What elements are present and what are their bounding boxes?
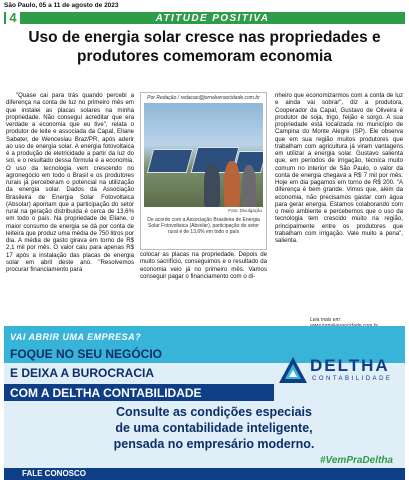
offer-line-3: pensada no empresário moderno. xyxy=(113,437,315,451)
article-column-3: nheiro que economizarmos com a conta de luz e ainda vai sobrar", diz a produtora. Cooperador da Capal, Gustavo de Oliveira é produtor de soja, trigo, feijão e sorgo. A sua propriedade está localizada no município de Campina do Monte Alegre (SP). Ele observa que em sua região muitos produtores que trabalham com agricultura já viram vantagens em utilizar a energia solar. Gustavo salienta que, em períodos de irrigação, técnica muito comum no interior de São Paulo, o valor da conta de energia chegava a R$ 7 mil por mês. Hoje em dia pagamos em torno de R$ 200. "A diferença é bem grande. Vimos que, além da economia, não precisamos gastar com água para gerar energia. Estamos colaborando com o meio ambiente e percebemos que o uso da tecnologia tem crescido muito na região, principalmente entre os produtores que trabalham com irrigação. Vale muito a pena", salienta. xyxy=(275,92,403,244)
triangle-logo-icon xyxy=(278,356,308,384)
section-banner xyxy=(4,12,405,24)
ad-line-2: E DEIXA A BUROCRACIA xyxy=(10,366,155,380)
deltha-logo xyxy=(276,352,401,392)
article-column-1: "Quase cai para trás quando percebi a diferença na conta de luz no primeiro mês em que instalei as placas solares na minha propriedade. Não conseguí acreditar que era verdade a economia que eu tive", relata o produtor de leite e associada da Capal, Eliane Sabater, de Wenceslau Braz/PR, após aderir ao uso de energia solar. A energia fotovoltaica é a produção de eletricidade a partir da luz do sol, e o resultado dessa fórmula é a economia. O uso da tecnologia vem crescendo no agronegócio em todo o Brasil e os produtores rurais já perceberam o potencial na utilização da energia solar. Dados da Associação Brasileira de Energia Solar Fotovoltaica (Absolar) apontam que a participação do setor rural na geração distribuída é cerca de 13,6% em todo o país. Na propriedade de Eliane, o maior consumo de energia se dá por conta de leiteira que produz uma média de 750 litros por dia. A média de gasto girava em torno de R$ 2,1 mil por mês. O valor caiu para apenas R$ 17 após a instalação das placas de energia solar em abril deste ano. "Resolvemos procurar financiamento para xyxy=(6,92,134,273)
solar-panel-photo xyxy=(144,103,263,207)
solar-panel xyxy=(147,149,193,173)
article-column-2: colocar as placas na propriedade. Depois de muito sacrifício, conseguimos e o resultado da economia veio já no primeiro mês. Vamos conseguir pagar o financiamento com o di- xyxy=(140,251,267,280)
contact-band xyxy=(4,468,405,480)
person-figure xyxy=(224,161,240,207)
person-figure xyxy=(204,163,220,207)
deltha-advertisement[interactable] xyxy=(4,326,405,480)
offer-line-2: de uma contabilidade inteligente, xyxy=(115,421,313,435)
photo-box xyxy=(140,92,267,250)
photo-caption: De acordo com a Associação Brasileira de Energia Solar Fotovoltaica (Absolar), participação do setor rural é de 13,6% em todo o país xyxy=(147,217,260,235)
ad-line-3: COM A DELTHA CONTABILIDADE xyxy=(10,386,202,400)
article-headline: Uso de energia solar cresce nas propriedades e produtores comemoram economia xyxy=(28,29,381,65)
photo-source: Foto: Divulgação xyxy=(228,208,262,213)
logo-name: DELTHA xyxy=(310,356,390,375)
ad-question: VAI ABRIR UMA EMPRESA? xyxy=(10,332,142,342)
section-title: ATITUDE POSITIVA xyxy=(155,12,270,24)
web-credit: Leia mais em: xyxy=(310,317,342,323)
contact-heading: FALE CONOSCO xyxy=(22,469,87,478)
logo-subtitle: CONTABILIDADE xyxy=(312,376,393,382)
page-number: 4 xyxy=(6,12,20,24)
person-figure xyxy=(242,165,256,207)
ad-line-1: FOQUE NO SEU NEGÓCIO xyxy=(10,347,163,361)
ad-offer-text xyxy=(44,404,384,452)
offer-line-1: Consulte as condições especiais xyxy=(116,405,312,419)
ad-hashtag: #VemPraDeltha xyxy=(320,455,393,466)
dateline: São Paulo, 05 a 11 de agosto de 2023 xyxy=(4,2,119,9)
author-credit: Por Redação / redacao@jornalveraocidade.com.br xyxy=(147,95,260,101)
ad-line-3-band xyxy=(4,384,274,401)
